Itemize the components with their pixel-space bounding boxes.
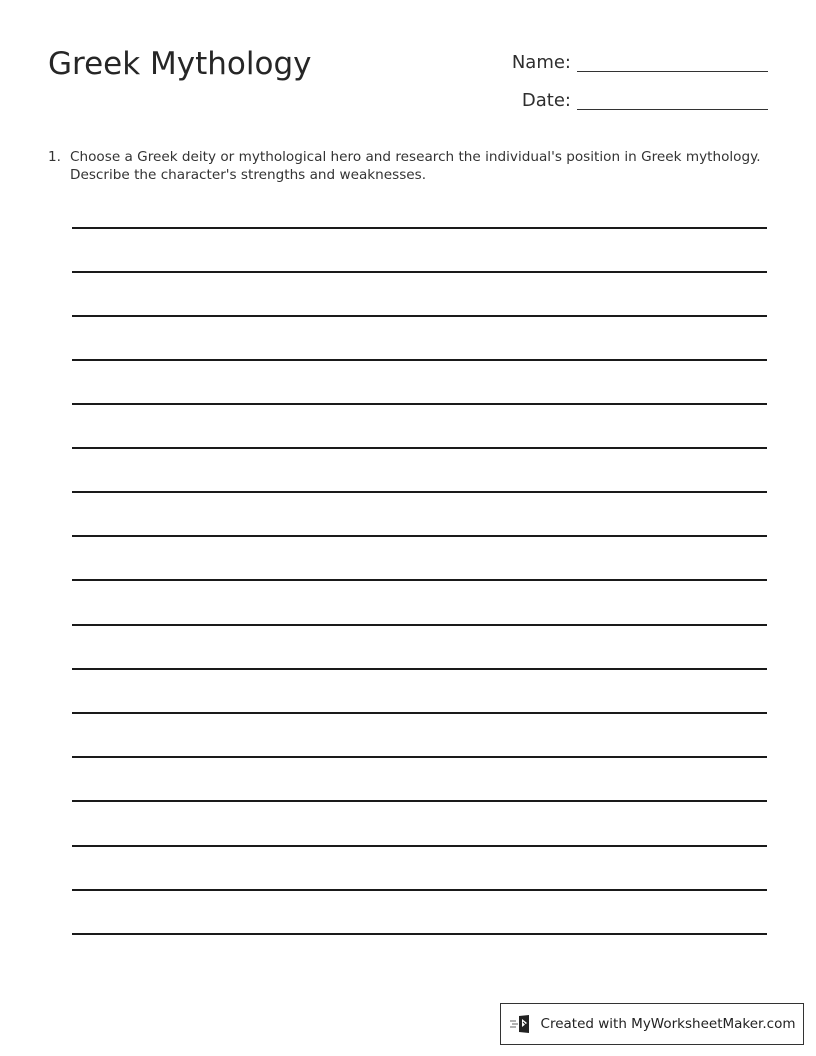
answer-line — [72, 315, 767, 317]
answer-line — [72, 933, 767, 935]
date-field — [522, 90, 768, 111]
name-field — [512, 52, 768, 73]
answer-line — [72, 403, 767, 405]
answer-line — [72, 491, 767, 493]
date-label: Date: — [521, 90, 571, 111]
answer-line — [72, 447, 767, 449]
answer-line — [72, 271, 767, 273]
date-blank-line — [577, 108, 768, 110]
answer-line — [72, 712, 767, 714]
answer-line — [72, 845, 767, 847]
answer-line — [72, 359, 767, 361]
worksheet-logo-icon — [509, 1014, 535, 1034]
worksheet-title: Greek Mythology — [48, 46, 312, 82]
answer-line — [72, 800, 767, 802]
footer-credit-text: Created with MyWorksheetMaker.com — [540, 1016, 796, 1032]
name-blank-line — [577, 70, 768, 72]
answer-line — [72, 227, 767, 229]
question-number: 1. — [48, 149, 61, 165]
answer-line — [72, 535, 767, 537]
answer-line — [72, 579, 767, 581]
answer-line — [72, 624, 767, 626]
name-label: Name: — [511, 52, 571, 73]
footer-badge — [500, 1003, 804, 1045]
question-1 — [48, 148, 768, 184]
answer-line — [72, 889, 767, 891]
answer-line — [72, 756, 767, 758]
answer-line — [72, 668, 767, 670]
question-text: Choose a Greek deity or mythological hero and research the individual's position in Greek mythology. Describe the character's strengths and weaknesses. — [70, 149, 761, 183]
